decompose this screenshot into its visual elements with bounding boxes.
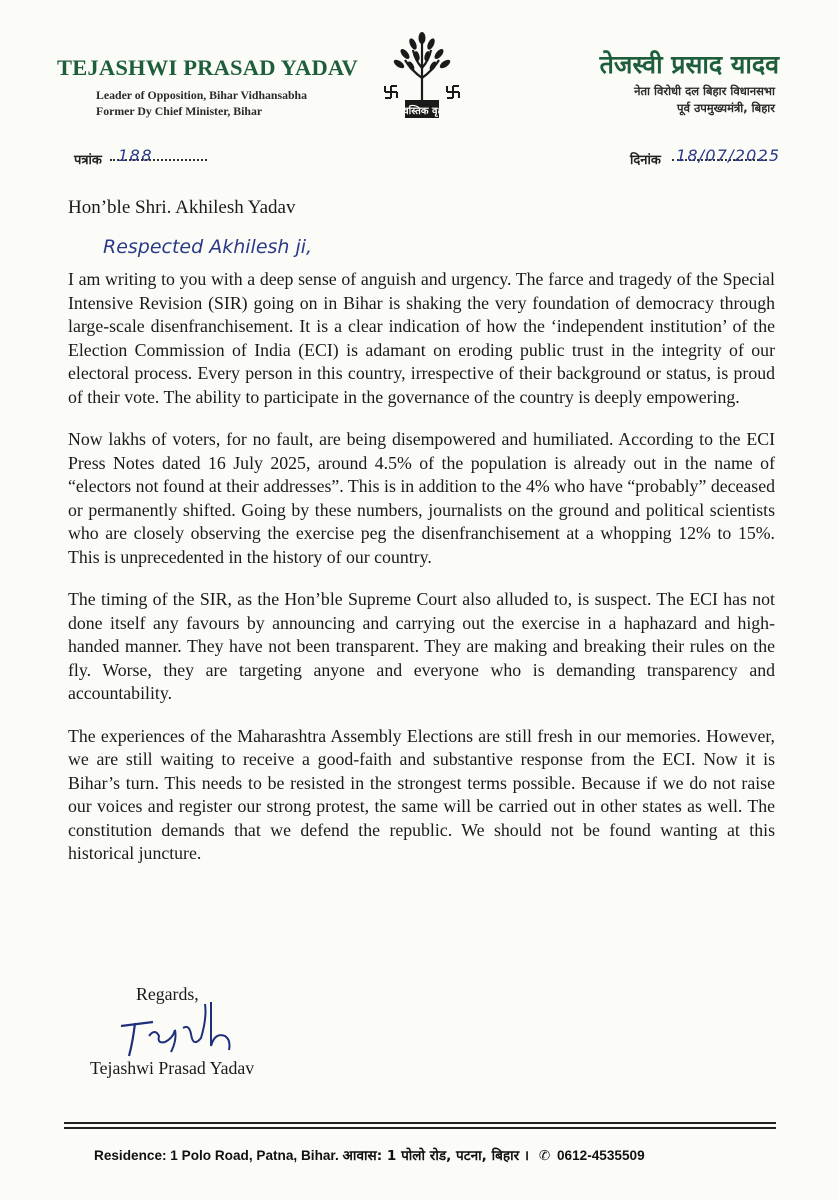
handwritten-salutation (103, 228, 353, 262)
date-label: दिनांक (630, 153, 661, 168)
signature (113, 996, 283, 1066)
salutation-text: Respected Akhilesh ji, (103, 236, 313, 258)
date-value: 18/07/2025 (676, 146, 781, 165)
footer-rule-bottom (64, 1127, 776, 1129)
reference-label: पत्रांक (74, 153, 102, 168)
phone-icon: ✆ (538, 1148, 551, 1164)
letterhead-name-hi: तेजस्वी प्रसाद यादव (599, 50, 779, 79)
closing: Regards, (136, 984, 199, 1004)
letterhead-title-en-2: Former Dy Chief Minister, Bihar (96, 104, 263, 118)
letterhead-title-hi-1: नेता विरोधी दल बिहार विधानसभा (634, 84, 775, 98)
reference-number: 188 (118, 146, 154, 165)
letterhead-name-en: TEJASHWI PRASAD YADAV (57, 55, 358, 80)
paragraph-1: I am writing to you with a deep sense of anguish and urgency. The farce and tragedy of the Special Intensive Revision (SIR) going on in Bihar is shaking the very foundation of democracy through large-scale disenfranchisement. It is a clear indication of how the ‘independent institution’ of the Election Commission of India (ECI) is adamant on eroding public trust in the integrity of our electoral process. Every person in this country, irrespective of their background or status, is proud of their vote. The ability to participate in the governance of the country is deeply empowering. (68, 269, 775, 407)
paragraph-4: The experiences of the Maharashtra Assembly Elections are still fresh in our memories. However, we are still waiting to receive a good-faith and substantive response from the ECI. Now it is Bihar’s turn. This needs to be resisted in the strongest terms possible. Because if we do not raise our voices and register our strong protest, the same will be carried out in other states as well. The constitution demands that we defend the republic. We should not be found wanting at this historical juncture. (68, 725, 775, 863)
party-emblem-icon (375, 30, 469, 122)
footer-address (94, 1145, 645, 1164)
emblem-text: स्वस्तिक वृक्ष (399, 106, 445, 117)
letterhead-title-en-1: Leader of Opposition, Bihar Vidhansabha (96, 88, 307, 102)
residence-en: Residence: 1 Polo Road, Patna, Bihar. (94, 1148, 339, 1163)
paragraph-2: Now lakhs of voters, for no fault, are being disempowered and humiliated. According to the ECI Press Notes dated 16 July 2025, around 4.5% of the population is already out in the name of “electors not found at their addresses”. This is in addition to the 4% who have “probably” deceased or permanently shifted. Going by these numbers, journalists on the ground and political scientists who are closely observing the exercise peg the disenfranchisement at a whopping 12% to 15%. This is unprecedented in the history of our country. (68, 429, 775, 567)
footer-rule-top (64, 1122, 776, 1124)
addressee: Hon’ble Shri. Akhilesh Yadav (68, 197, 296, 218)
letter-body (68, 268, 775, 885)
residence-hi: आवास: 1 पोलो रोड, पटना, बिहार । (342, 1148, 530, 1164)
letterhead-title-hi-2: पूर्व उपमुख्यमंत्री, बिहार (677, 101, 775, 115)
phone-number: 0612-4535509 (556, 1148, 645, 1163)
signer-name: Tejashwi Prasad Yadav (90, 1058, 255, 1078)
paragraph-3: The timing of the SIR, as the Hon’ble Supreme Court also alluded to, is suspect. The ECI has not done itself any favours by announcing and carrying out the exercise in a haphazard and high-handed manner. They have not been transparent. They are making and breaking their rules on the fly. Worse, they are targeting anyone and everyone who is demanding transparency and accountability. (68, 589, 775, 703)
